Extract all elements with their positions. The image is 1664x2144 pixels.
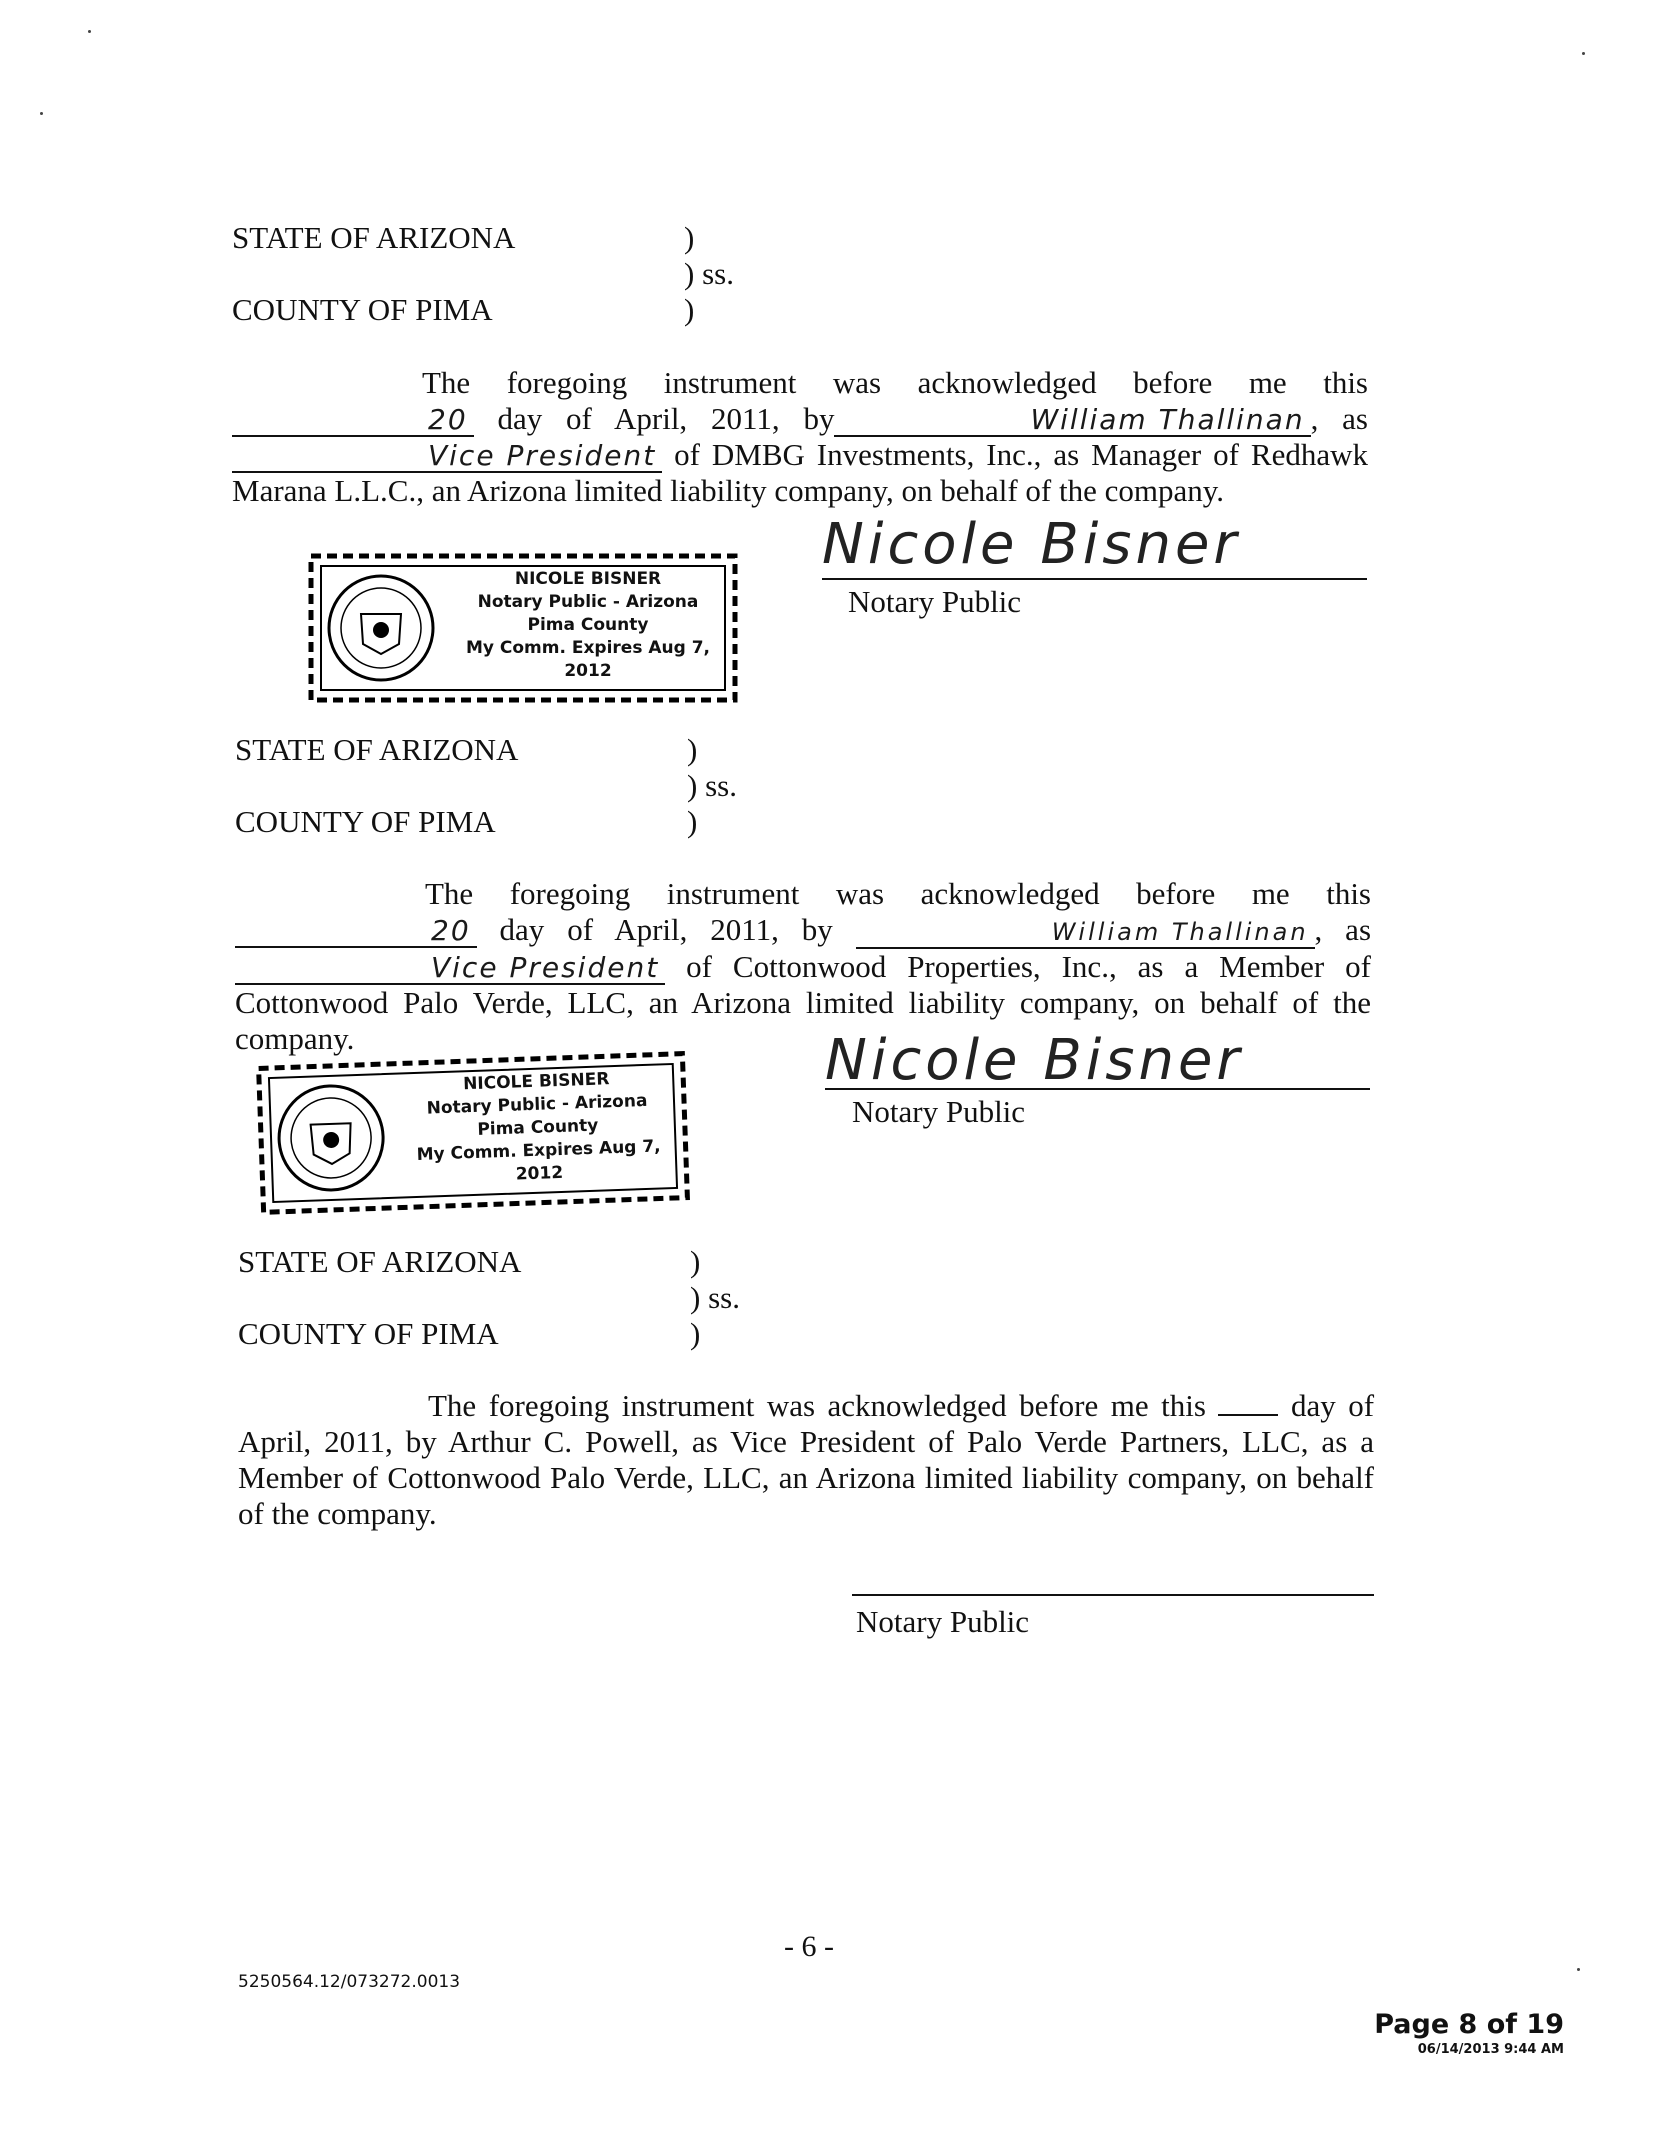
handwritten-day: 20 — [232, 405, 474, 437]
stamp-name: NICOLE BISNER — [514, 569, 662, 589]
notary-public-label: Notary Public — [852, 1094, 1026, 1129]
notary-stamp-2 — [250, 1045, 695, 1220]
venue-paren: ) — [690, 1244, 701, 1279]
venue-paren: ) — [687, 804, 698, 839]
recording-timestamp: 06/14/2013 9:44 AM — [1417, 2042, 1564, 2057]
stamp-line4: My Comm. Expires Aug 7, 2012 — [416, 1136, 661, 1185]
notary-signature: Nicole Bisner — [822, 512, 1241, 577]
venue-county: COUNTY OF PIMA — [238, 1316, 499, 1351]
ack-before-day: The foregoing instrument was acknowledged before me this — [425, 876, 1371, 911]
notary-stamp-1 — [303, 548, 743, 708]
ack-after-day: day of April, 2011, by — [497, 401, 835, 436]
handwritten-name: William Thallinan — [856, 917, 1315, 949]
stamp-text — [391, 1066, 685, 1191]
venue-county: COUNTY OF PIMA — [232, 292, 493, 327]
handwritten-title: Vice President — [235, 953, 665, 985]
ack-before-day: The foregoing instrument was acknowledged before me this — [422, 365, 1368, 400]
venue-paren: ) — [690, 1316, 701, 1351]
ack-as: , as — [1314, 912, 1372, 947]
handwritten-name: William Thallinan — [834, 405, 1310, 437]
venue-state: STATE OF ARIZONA — [232, 220, 516, 255]
ack-rest: of DMBG Investments, Inc., as Manager of Redhawk Marana L.L.C., an Arizona limited liability company, on behalf of the company. — [232, 437, 1369, 508]
document-reference: 5250564.12/073272.0013 — [238, 1972, 461, 1992]
stamp-line4: My Comm. Expires Aug 7, 2012 — [465, 638, 711, 681]
venue-state: STATE OF ARIZONA — [238, 1244, 522, 1279]
stamp-text — [443, 568, 733, 683]
venue-ss: ) ss. — [690, 1280, 740, 1315]
signature-line — [825, 1088, 1370, 1090]
blank-day — [1218, 1388, 1278, 1416]
page-count-text: Page 8 of 19 — [1374, 2009, 1564, 2040]
acknowledgment-paragraph-1 — [232, 365, 1368, 509]
venue-state: STATE OF ARIZONA — [235, 732, 519, 767]
handwritten-title: Vice President — [232, 441, 662, 473]
ack-as: , as — [1310, 401, 1368, 436]
notary-public-label: Notary Public — [856, 1604, 1030, 1639]
ack-before-day: The foregoing instrument was acknowledged before me this — [428, 1388, 1206, 1423]
handwritten-day: 20 — [235, 916, 477, 948]
stamp-name: NICOLE BISNER — [462, 1069, 610, 1095]
signature-line — [822, 578, 1367, 580]
venue-ss: ) ss. — [684, 256, 734, 291]
stamp-line3: Pima County — [477, 1115, 599, 1140]
stamp-line3: Pima County — [527, 615, 649, 635]
stamp-line2: Notary Public - Arizona — [426, 1090, 648, 1119]
notary-signature: Nicole Bisner — [825, 1028, 1244, 1093]
signature-line — [852, 1594, 1374, 1596]
venue-paren: ) — [684, 292, 695, 327]
venue-ss: ) ss. — [687, 768, 737, 803]
stamp-line2: Notary Public - Arizona — [477, 592, 699, 612]
venue-paren: ) — [687, 732, 698, 767]
venue-paren: ) — [684, 220, 695, 255]
page-count — [1374, 2009, 1564, 2057]
page-number: - 6 - — [784, 1930, 834, 1963]
ack-rest: of Cottonwood Properties, Inc., as a Member of Cottonwood Palo Verde, LLC, an Arizona limited liability company, on behalf of the company. — [235, 949, 1371, 1056]
ack-after-day: day of April, 2011, by — [499, 912, 833, 947]
acknowledgment-paragraph-3 — [238, 1388, 1374, 1532]
notary-public-label: Notary Public — [848, 584, 1022, 619]
ack-rest: day of April, 2011, by Arthur C. Powell, as Vice President of Palo Verde Partners, LLC, as a Member of Cottonwood Palo Verde, LLC, an Arizona limited liability company, on behalf of the company. — [238, 1388, 1375, 1531]
venue-county: COUNTY OF PIMA — [235, 804, 496, 839]
